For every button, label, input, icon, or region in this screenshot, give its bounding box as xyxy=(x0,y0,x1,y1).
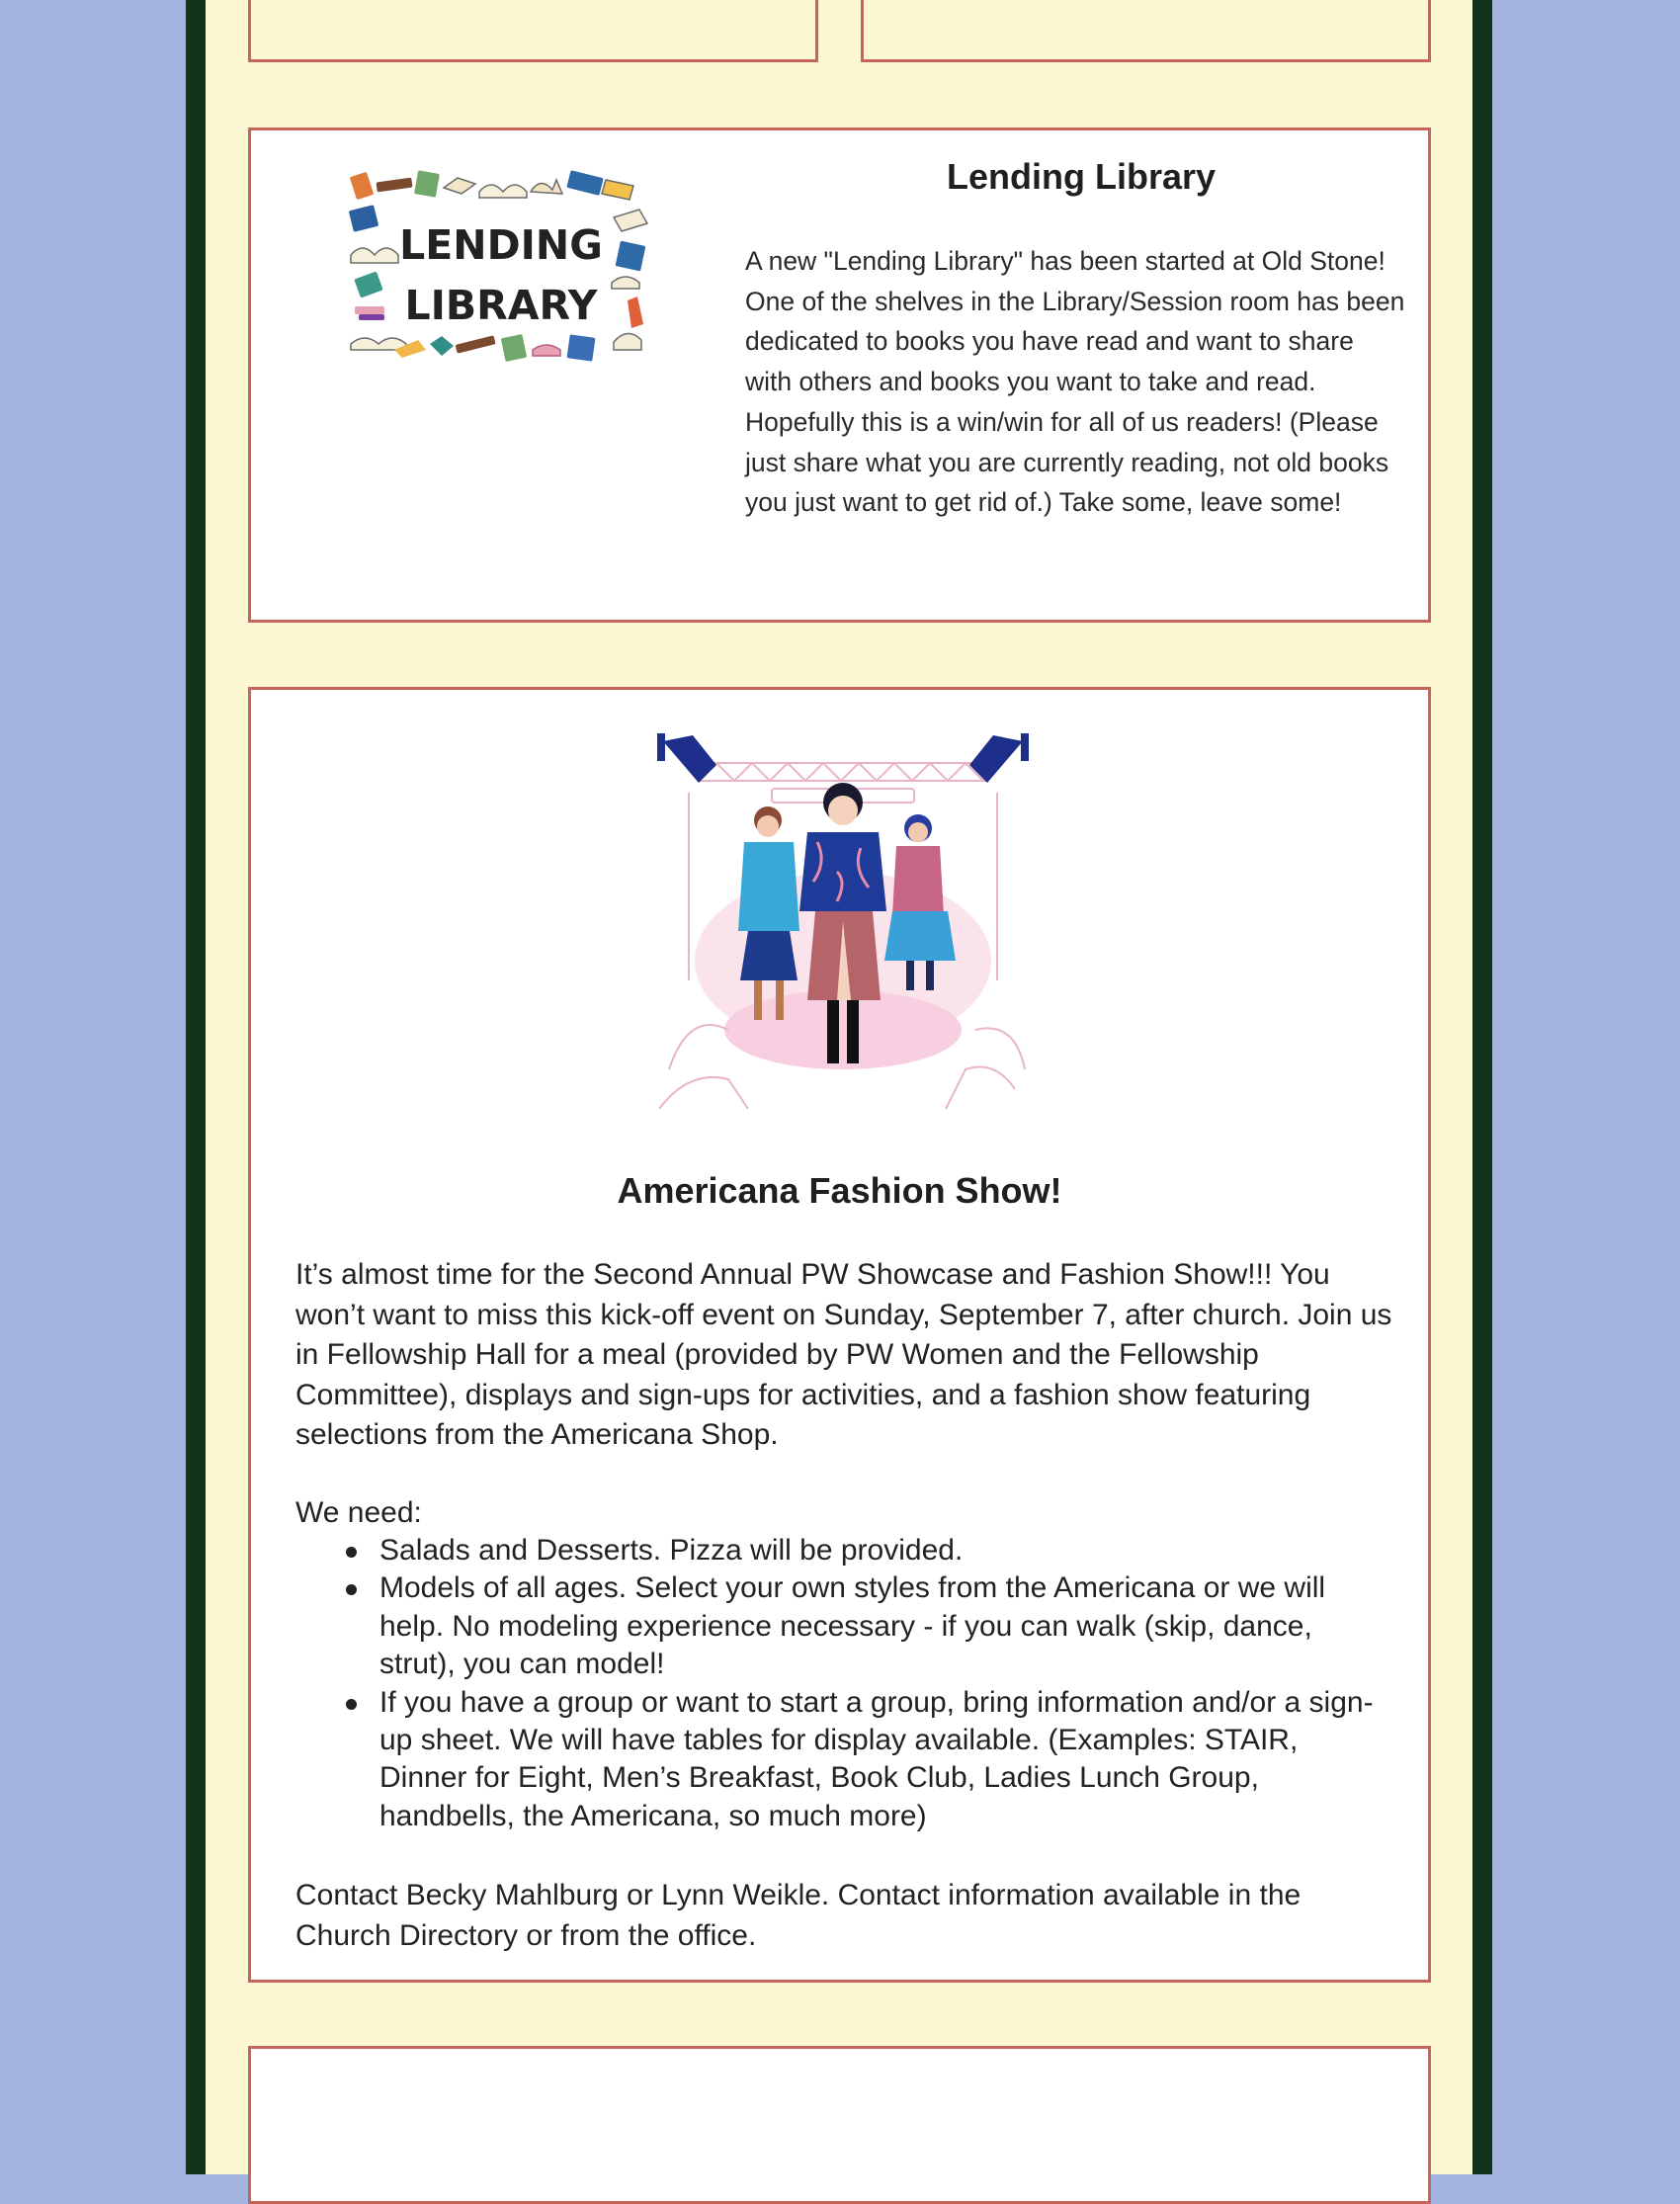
fashion-show-title: Americana Fashion Show! xyxy=(617,1170,1062,1211)
book-icons-bottom xyxy=(351,334,596,362)
previous-card-left xyxy=(248,0,818,62)
spotlight-icons xyxy=(657,733,1029,783)
book-icons-right xyxy=(612,210,647,350)
fashion-show-contact: Contact Becky Mahlburg or Lynn Weikle. Contact information available in the Church Directory or from the office. xyxy=(295,1879,1302,1952)
book-icons-left xyxy=(349,205,398,320)
bullet-icon xyxy=(346,1547,357,1558)
lending-library-body: A new "Lending Library" has been started at Old Stone! One of the shelves in the Library/Session room has been dedicated to books you have read and want to share with others and books you want to take and read. Hopefully this is a win/win for all of us readers! (Please just share what you are currently reading, not old books you just want to get rid of.) Take some, leave some! xyxy=(745,246,1405,518)
fashion-show-card xyxy=(248,687,1431,1983)
bullet-icon xyxy=(346,1584,357,1595)
we-need-label: We need: xyxy=(295,1496,422,1529)
list-item xyxy=(295,1532,1392,1569)
need-item-text: Models of all ages. Select your own styles from the Americana or we will help. No modeling experience necessary - if you can walk (skip, dance, strut), you can model! xyxy=(379,1571,1326,1681)
previous-card-right xyxy=(861,0,1431,62)
next-card xyxy=(248,2046,1431,2204)
lending-library-logo xyxy=(347,166,655,364)
logo-text-line1: LENDING xyxy=(399,221,603,269)
fashion-show-illustration xyxy=(649,733,1037,1115)
logo-text-line2: LIBRARY xyxy=(404,282,598,329)
need-item-text: Salads and Desserts. Pizza will be provided. xyxy=(379,1534,964,1567)
list-item xyxy=(295,1569,1392,1683)
bullet-icon xyxy=(346,1699,357,1710)
needs-list xyxy=(295,1532,1392,1835)
fashion-show-intro: It’s almost time for the Second Annual PW Showcase and Fashion Show!!! You won’t want to miss this kick-off event on Sunday, September 7, after church. Join us in Fellowship Hall for a meal (provided by PW Women and the Fellowship Committee), displays and sign-ups for activities, and a fashion show featuring selections from the Americana Shop. xyxy=(295,1258,1392,1452)
lending-library-card xyxy=(248,127,1431,623)
book-icons-top xyxy=(350,170,633,200)
list-item xyxy=(295,1684,1392,1836)
need-item-text: If you have a group or want to start a group, bring information and/or a sign-up sheet. We will have tables for display available. (Examples: STAIR, Dinner for Eight, Men’s Breakfast, Book Club, Ladies Lunch Group, handbells, the Americana, so much more) xyxy=(379,1685,1374,1832)
lending-library-title: Lending Library xyxy=(946,156,1217,197)
